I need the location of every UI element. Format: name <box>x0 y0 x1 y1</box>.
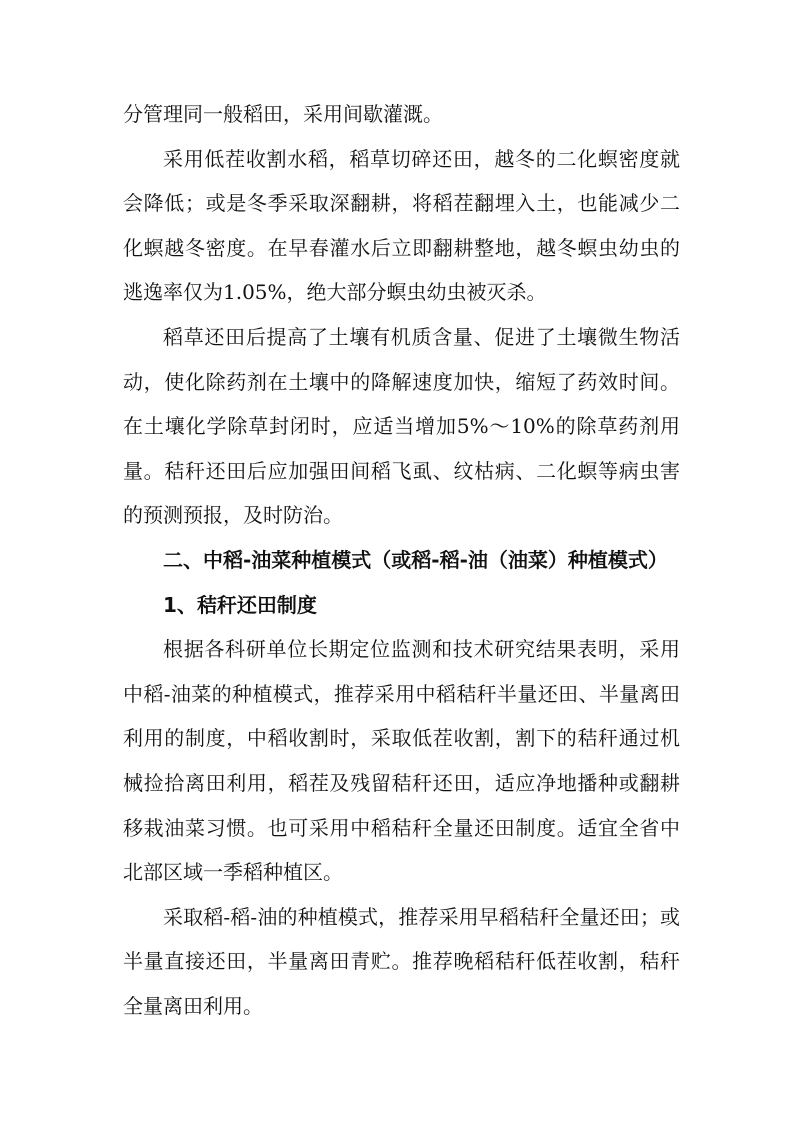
section-heading: 二、中稻-油菜种植模式（或稻-稻-油（油菜）种植模式） <box>163 547 668 572</box>
paragraph-irrigation: 分管理同一般稻田，采用间歇灌溉。 <box>123 102 443 126</box>
document-body <box>123 92 680 1028</box>
paragraph-stem-borer: 采用低茬收割水稻，稻草切碎还田，越冬的二化螟密度就会降低；或是冬季采取深翻耕，将稻茬翻埋入土，也能减少二化螟越冬密度。在早春灌水后立即翻耕整地，越冬螟虫幼虫的逃逸率仅为1.05%，绝大部分螟虫幼虫被灭杀。 <box>123 146 680 305</box>
paragraph-double-rice: 采取稻-稻-油的种植模式，推荐采用早稻秸秆全量还田；或半量直接还田，半量离田青贮。推荐晚稻秸秆低茬收割，秸秆全量离田利用。 <box>123 904 680 1018</box>
paragraph-herbicide: 稻草还田后提高了土壤有机质含量、促进了土壤微生物活动，使化除药剂在土壤中的降解速度加快，缩短了药效时间。在土壤化学除草封闭时，应适当增加5%～10%的除草药剂用量。秸秆还田后应加强田间稻飞虱、纹枯病、二化螟等病虫害的预测预报，及时防治。 <box>123 324 680 528</box>
subsection-heading: 1、秸秆还田制度 <box>163 592 317 617</box>
paragraph-mid-season-rice: 根据各科研单位长期定位监测和技术研究结果表明，采用中稻-油菜的种植模式，推荐采用中稻秸秆半量还田、半量离田利用的制度，中稻收割时，采取低茬收割，割下的秸秆通过机械捡拾离田利用，稻茬及残留秸秆还田，适应净地播种或翻耕移栽油菜习惯。也可采用中稻秸秆全量还田制度。适宜全省中北部区域一季稻种植区。 <box>123 637 680 885</box>
